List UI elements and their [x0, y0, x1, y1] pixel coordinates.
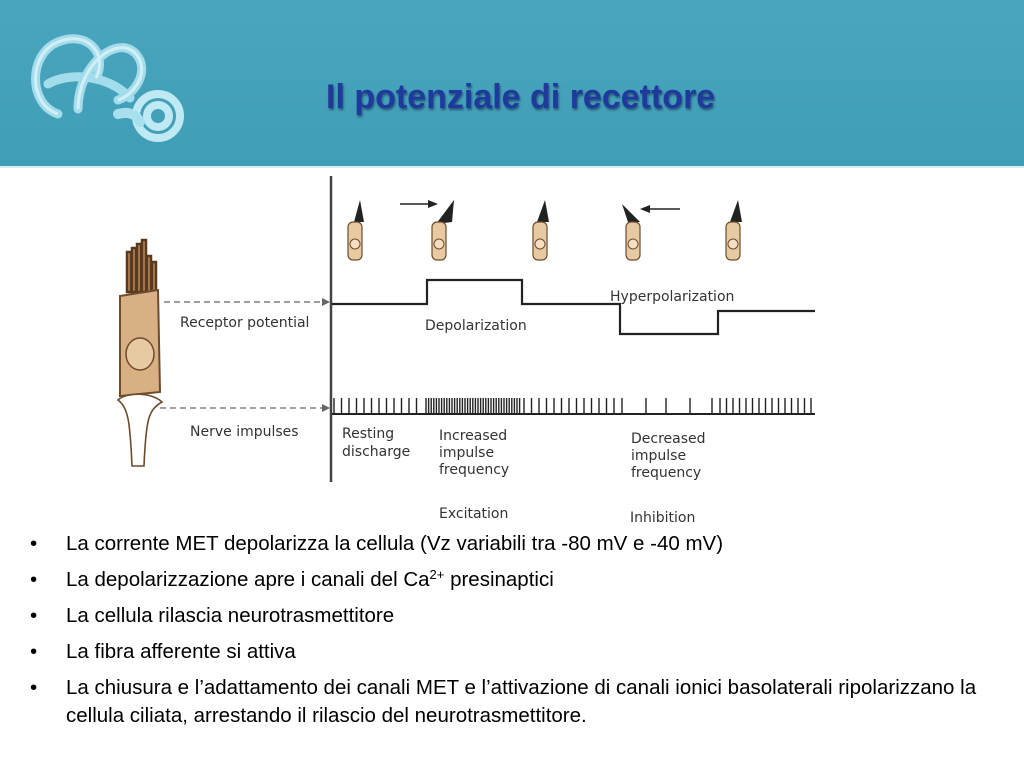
receptor-potential-trace — [332, 280, 815, 334]
bullet-text-continued: presinaptici — [444, 568, 554, 591]
hair-cell — [118, 240, 162, 466]
resting-discharge-label: Resting discharge — [342, 426, 411, 460]
bullet-marker: • — [30, 640, 38, 663]
bullet-item — [30, 530, 990, 558]
decreased-impulse-frequency-label: Decreased impulse frequency — [631, 431, 706, 481]
header-divider — [0, 166, 1024, 168]
bullet-item — [30, 638, 990, 666]
bullet-text: La corrente MET depolarizza la cellula (Vz variabili tra -80 mV e -40 mV) — [66, 532, 724, 555]
increased-impulse-frequency-label: Increased impulse frequency — [439, 428, 510, 478]
calcium-charge: 2+ — [429, 567, 445, 582]
hyperpolarization-label: Hyperpolarization — [610, 289, 735, 305]
bullet-item — [30, 566, 990, 594]
bullet-list — [30, 530, 990, 738]
bullet-marker: • — [30, 568, 38, 591]
bullet-marker: • — [30, 532, 38, 555]
bullet-item — [30, 602, 990, 630]
bullet-text: La cellula rilascia neurotrasmettitore — [66, 604, 395, 627]
bullet-item — [30, 674, 990, 730]
inner-ear-logo-icon — [18, 14, 198, 154]
nerve-impulse-trace — [332, 398, 815, 414]
bullet-text: La chiusura e l’adattamento dei canali MET e l’attivazione di canali ionici basolaterali ripolarizzano la cellula ciliata, arrestando il rilascio del neurotrasmettitore. — [66, 676, 977, 727]
bundle-icons — [348, 200, 742, 260]
bullet-text: La fibra afferente si attiva — [66, 640, 296, 663]
bullet-text: La depolarizzazione apre i canali del Ca — [66, 568, 430, 591]
title-bar — [0, 0, 1024, 166]
bullet-marker: • — [30, 604, 38, 627]
direction-arrows — [400, 200, 680, 213]
inhibition-label: Inhibition — [630, 510, 696, 526]
slide-title: Il potenziale di recettore — [326, 78, 716, 116]
excitation-label: Excitation — [439, 506, 509, 522]
depolarization-label: Depolarization — [425, 318, 527, 334]
receptor-potential-diagram — [100, 170, 830, 530]
stereocilia — [127, 240, 156, 292]
receptor-potential-label: Receptor potential — [180, 315, 310, 331]
nerve-impulses-label: Nerve impulses — [190, 424, 299, 440]
bullet-marker: • — [30, 676, 38, 699]
